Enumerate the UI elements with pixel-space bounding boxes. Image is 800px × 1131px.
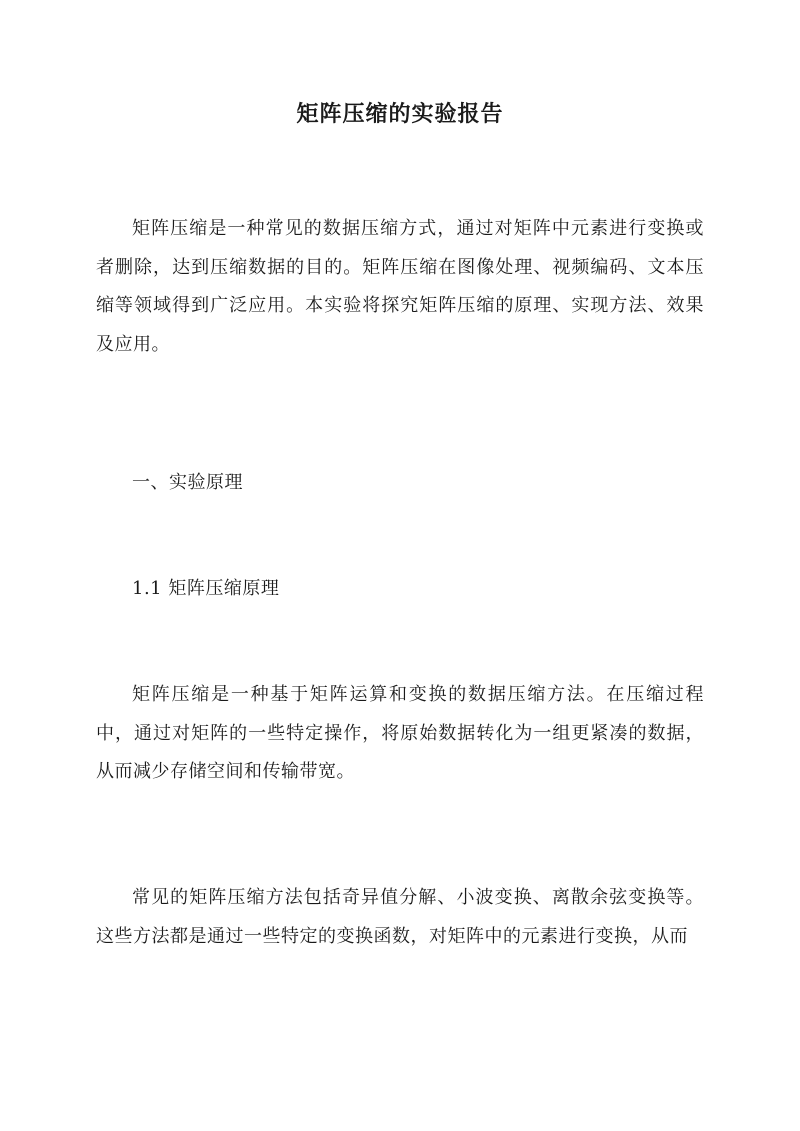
intro-paragraph: 矩阵压缩是一种常见的数据压缩方式，通过对矩阵中元素进行变换或者删除，达到压缩数据的目的。矩阵压缩在图像处理、视频编码、文本压缩等领域得到广泛应用。本实验将探究矩阵压缩的原理、实现方法、效果及应用。: [96, 218, 704, 355]
section-heading: 一、实验原理: [132, 472, 243, 493]
document-title: 矩阵压缩的实验报告: [296, 101, 504, 127]
subsection-heading: 1.1 矩阵压缩原理: [132, 578, 280, 599]
methods-paragraph: 常见的矩阵压缩方法包括奇异值分解、小波变换、离散余弦变换等。这些方法都是通过一些特定的变换函数，对矩阵中的元素进行变换，从而: [96, 887, 704, 947]
principle-paragraph: 矩阵压缩是一种基于矩阵运算和变换的数据压缩方法。在压缩过程中，通过对矩阵的一些特定操作，将原始数据转化为一组更紧凑的数据，从而减少存储空间和传输带宽。: [96, 684, 704, 782]
